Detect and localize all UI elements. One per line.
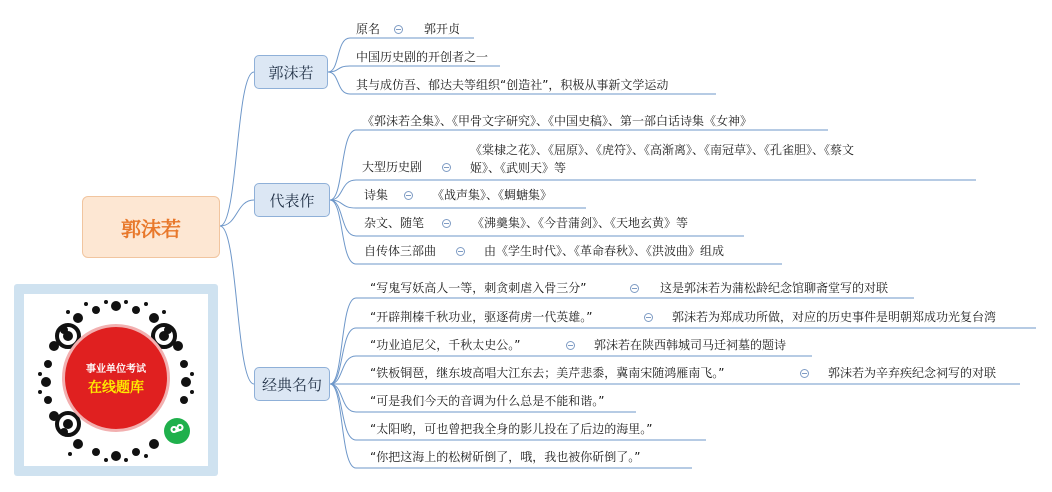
quote-item[interactable] — [370, 366, 724, 381]
branch-label: 经典名句 — [261, 375, 322, 394]
quote-text: “功业追尼父，千秋太史公。” — [370, 338, 521, 352]
collapse-icon[interactable] — [566, 341, 575, 350]
branch-label: 代表作 — [269, 191, 315, 210]
quote-text: “铁板铜琶，继东坡高唱大江东去；美芹悲黍，冀南宋随鸿雁南飞。” — [370, 366, 725, 380]
topic-collected-works[interactable] — [362, 114, 752, 129]
topic-value-line: 姬》、《武则天》等 — [470, 161, 567, 175]
quote-text: “开辟荆榛千秋功业，驱逐荷虏一代英雄。” — [370, 310, 593, 324]
topic-original-name-value[interactable] — [424, 22, 460, 37]
quote-note-text: 郭沫若为辛弃疾纪念祠写的对联 — [828, 366, 997, 380]
quote-note[interactable] — [660, 281, 888, 296]
topic-label: 原名 — [356, 22, 381, 36]
branch-label: 郭沫若 — [268, 63, 314, 82]
quote-text: “太阳哟，可也曾把我全身的影儿投在了后边的海里。” — [370, 422, 653, 436]
quote-item[interactable] — [370, 281, 586, 296]
topic-label: 自传体三部曲 — [364, 244, 437, 258]
collapse-icon[interactable] — [644, 313, 653, 322]
topic-label: 其与成仿吾、郁达夫等组织“创造社”，积极从事新文学运动 — [356, 78, 669, 92]
topic-value: 《沸羹集》、《今昔蒲剑》、《天地玄黄》等 — [472, 216, 689, 230]
collapse-icon[interactable] — [630, 284, 639, 293]
quote-note[interactable] — [828, 366, 996, 381]
topic-essays[interactable] — [364, 216, 424, 231]
topic-original-name[interactable] — [356, 22, 380, 37]
qr-badge-line1: 事业单位考试 — [86, 363, 146, 375]
quote-note-text: 郭沫若为郑成功所做，对应的历史事件是明朝郑成功光复台湾 — [672, 310, 997, 324]
topic-poetry[interactable] — [364, 188, 388, 203]
branch-works[interactable] — [254, 183, 330, 217]
mini-program-qr-card[interactable] — [14, 284, 218, 476]
quote-item[interactable] — [370, 338, 520, 353]
quote-note-text: 这是郭沫若为蒲松龄纪念馆聊斋堂写的对联 — [660, 281, 889, 295]
root-label: 郭沫若 — [121, 216, 181, 241]
topic-autobiography[interactable] — [364, 244, 436, 259]
topic-essays-value[interactable] — [472, 216, 688, 231]
qr-badge — [62, 324, 170, 432]
collapse-icon[interactable] — [800, 369, 809, 378]
topic-label: 杂文、随笔 — [364, 216, 425, 230]
quote-item[interactable] — [370, 422, 652, 437]
topic-creation-society[interactable] — [356, 78, 668, 93]
qr-code[interactable] — [24, 294, 208, 466]
quote-text: “写鬼写妖高人一等，刺贪刺虐入骨三分” — [370, 281, 587, 295]
topic-label: 诗集 — [364, 188, 389, 202]
quote-item[interactable] — [370, 394, 604, 409]
mini-program-logo-icon — [164, 418, 190, 444]
topic-label: 大型历史剧 — [362, 160, 423, 174]
quote-text: “你把这海上的松树斫倒了，哦，我也被你斫倒了。” — [370, 450, 641, 464]
qr-badge-line2: 在线题库 — [88, 379, 144, 396]
topic-value: 由《学生时代》、《革命春秋》、《洪波曲》组成 — [484, 244, 725, 258]
topic-poetry-value[interactable] — [432, 188, 552, 203]
collapse-icon[interactable] — [456, 247, 465, 256]
quote-note-text: 郭沫若在陕西韩城司马迁祠墓的题诗 — [594, 338, 787, 352]
quote-item[interactable] — [370, 310, 592, 325]
topic-historical-drama-value[interactable] — [470, 143, 854, 176]
quote-item[interactable] — [370, 450, 640, 465]
collapse-icon[interactable] — [394, 25, 403, 34]
collapse-icon[interactable] — [442, 163, 451, 172]
quote-note[interactable] — [672, 310, 996, 325]
quote-note[interactable] — [594, 338, 786, 353]
branch-quotes[interactable] — [254, 367, 330, 401]
root-topic[interactable] — [82, 196, 220, 258]
branch-profile[interactable] — [254, 55, 328, 89]
topic-value-line: 《棠棣之花》、《屈原》、《虎符》、《高渐离》、《南冠草》、《孔雀胆》、《蔡文 — [470, 143, 855, 157]
topic-label: 《郭沫若全集》、《甲骨文字研究》、《中国史稿》、第一部白话诗集《女神》 — [362, 114, 753, 128]
topic-label: 中国历史剧的开创者之一 — [356, 50, 489, 64]
collapse-icon[interactable] — [442, 219, 451, 228]
topic-value: 郭开贞 — [424, 22, 461, 36]
topic-autobiography-value[interactable] — [484, 244, 724, 259]
topic-historical-drama[interactable] — [362, 160, 422, 175]
collapse-icon[interactable] — [404, 191, 413, 200]
topic-value: 《战声集》、《蜩螗集》 — [432, 188, 553, 202]
topic-pioneer[interactable] — [356, 50, 488, 65]
quote-text: “可是我们今天的音调为什么总是不能和谐。” — [370, 394, 605, 408]
